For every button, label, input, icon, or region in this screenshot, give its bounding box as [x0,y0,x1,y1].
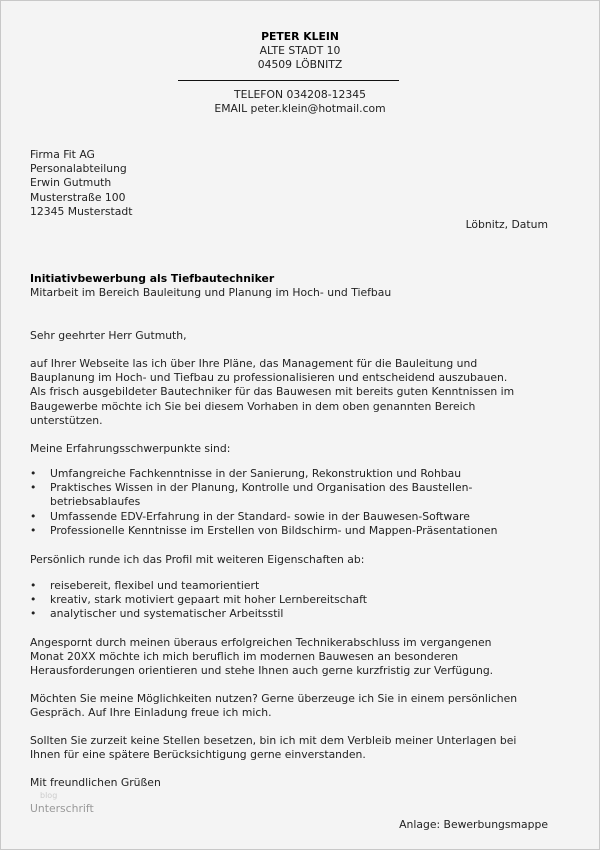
paragraph-motivation [30,636,493,679]
enclosure: Anlage: Bewerbungsmappe [399,818,548,831]
list-item: • kreativ, stark motiviert gepaart mit hoher Lernbereitschaft [30,593,367,607]
text-line: Möchten Sie meine Möglichkeiten nutzen? Gerne überzeuge ich Sie in einem persönlichen [30,692,518,705]
paragraph-interview [30,692,517,720]
paragraph-documents [30,734,516,762]
sender-name: PETER KLEIN [261,30,339,43]
place-date: Löbnitz, Datum [465,218,548,231]
profile-heading: Persönlich runde ich das Profil mit weiteren Eigenschaften ab: [30,553,365,566]
list-item: • Umfangreiche Fachkenntnisse in der Sanierung, Rekonstruktion und Rohbau [30,467,497,481]
list-item: • analytischer und systematischer Arbeitsstil [30,607,367,621]
subject: Initiativbewerbung als Tiefbautechniker [30,272,275,285]
focus-list [30,467,497,538]
recipient-line: Personalabteilung [30,162,127,176]
text-line: Ihnen für eine spätere Berücksichtigung gerne einverstanden. [30,748,366,762]
closing: Mit freundlichen Grüßen [30,776,161,789]
text-line: Als frisch ausgebildeter Bautechniker für das Bauwesen mit bereits guten Kenntnissen im [30,385,515,399]
list-item: • Praktisches Wissen in der Planung, Kontrolle und Organisation des Baustellen- [30,481,497,495]
focus-heading: Meine Erfahrungsschwerpunkte sind: [30,442,231,455]
text-line: Baugewerbe möchte ich Sie bei diesem Vorhaben in dem oben genannten Bereich [30,399,476,413]
recipient-line: Musterstraße 100 [30,190,126,204]
list-item: • Umfassende EDV-Erfahrung in der Standard- sowie in der Bauwesen-Software [30,510,497,524]
recipient-line: Firma Fit AG [30,148,95,161]
sender-contact [0,88,600,116]
text-line: auf Ihrer Webseite las ich über Ihre Pläne, das Management für die Bauleitung und [30,357,478,370]
text-line: unterstützen. [30,413,103,427]
list-item-continuation: betriebsablaufes [50,495,141,509]
recipient-line: Erwin Gutmuth [30,176,112,190]
sender-email: EMAIL peter.klein@hotmail.com [214,102,386,116]
text-line: Gespräch. Auf Ihre Einladung freue ich mich. [30,706,272,720]
list-item: • Professionelle Kenntnisse im Erstellen von Bildschirm- und Mappen-Präsentationen [30,524,497,538]
text-line: Angespornt durch meinen überaus erfolgreichen Technikerabschluss im vergangenen [30,636,492,649]
text-line: Bauplanung im Hoch- und Tiefbau zu professionalisieren und entscheidend auszubauen. [30,371,508,385]
profile-list [30,579,367,622]
sender-phone: TELEFON 034208-12345 [234,88,366,101]
recipient-line: 12345 Musterstadt [30,204,133,218]
salutation: Sehr geehrter Herr Gutmuth, [30,329,187,342]
sender-street: ALTE STADT 10 [259,44,341,58]
sender-city: 04509 LÖBNITZ [257,58,343,72]
subject-block [30,272,391,300]
signature: Unterschrift [30,802,94,815]
recipient-address [30,148,132,219]
header-divider [178,80,399,81]
sender-block [0,30,600,73]
intro-paragraph [30,357,514,428]
text-line: Sollten Sie zurzeit keine Stellen besetzen, bin ich mit dem Verbleib meiner Unterlagen bei [30,734,517,747]
list-item: • reisebereit, flexibel und teamorientiert [30,579,367,593]
watermark: blog [40,791,58,800]
subject-subtitle: Mitarbeit im Bereich Bauleitung und Planung im Hoch- und Tiefbau [30,286,392,300]
text-line: Herausforderungen orientieren und stehe Ihnen auch gerne kurzfristig zur Verfügung. [30,664,494,678]
text-line: Monat 20XX möchte ich mich beruflich im modernen Bauwesen an besonderen [30,650,459,664]
